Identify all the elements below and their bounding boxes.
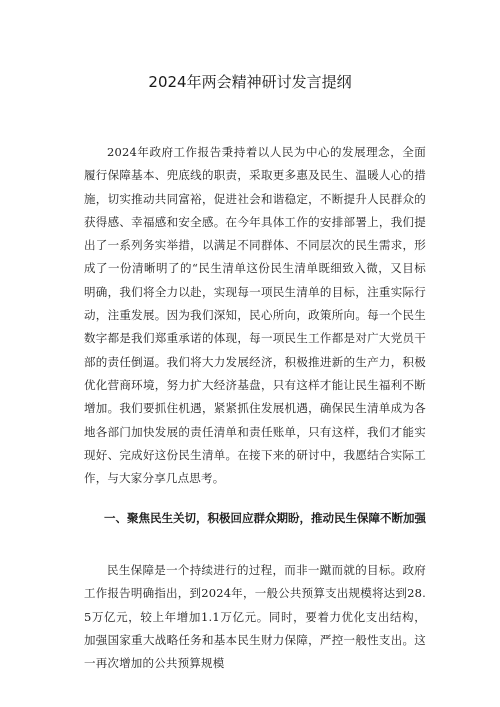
body-paragraph-section-1: 民生保障是一个持续进行的过程，而非一蹴而就的目标。政府工作报告明确指出，到2024年，一般公共预算支出规模将达到28.5万亿元，较上年增加1.1万亿元。同时，要着力优化支出结构，加强国家重大战略任务和基本民生财力保障，严控一般性支出。这一再次增加的公共预算规模 [84, 563, 426, 671]
body-paragraph-intro: 2024年政府工作报告秉持着以人民为中心的发展理念，全面履行保障基本、兜底线的职责，采取更多惠及民生、温暖人心的措施，切实推动共同富裕，促进社会和谐稳定，不断提升人民群众的获得感、幸福感和安全感。在今年具体工作的安排部署上，我们提出了一系列务实举措，以满足不同群体、不同层次的民生需求，形成了一份清晰明了的“民生清单这份民生清单既细致入微，又目标明确，我们将全力以赴，实现每一项民生清单的目标，注重实际行动，注重发展。因为我们深知，民心所向，政策所向。每一个民生数字都是我们郑重承诺的体现，每一项民生工作都是对广大党员干部的责任倒逼。我们将大力发展经济，积极推进新的生产力，积极优化营商环境，努力扩大经济基盘，只有这样才能让民生福利不断增加。我们要抓住机遇，紧紧抓住发展机遇，确保民生清单成为各地各部门加快发展的责任清单和责任账单，只有这样，我们才能实现好、完成好这份民生清单。在接下来的研讨中，我愿结合实际工作，与大家分享几点思考。 [84, 145, 426, 486]
section-heading-1: 一、聚焦民生关切，积极回应群众期盼，推动民生保障不断加强 [104, 511, 426, 525]
document-title: 2024年两会精神研讨发言提纲 [148, 73, 352, 91]
